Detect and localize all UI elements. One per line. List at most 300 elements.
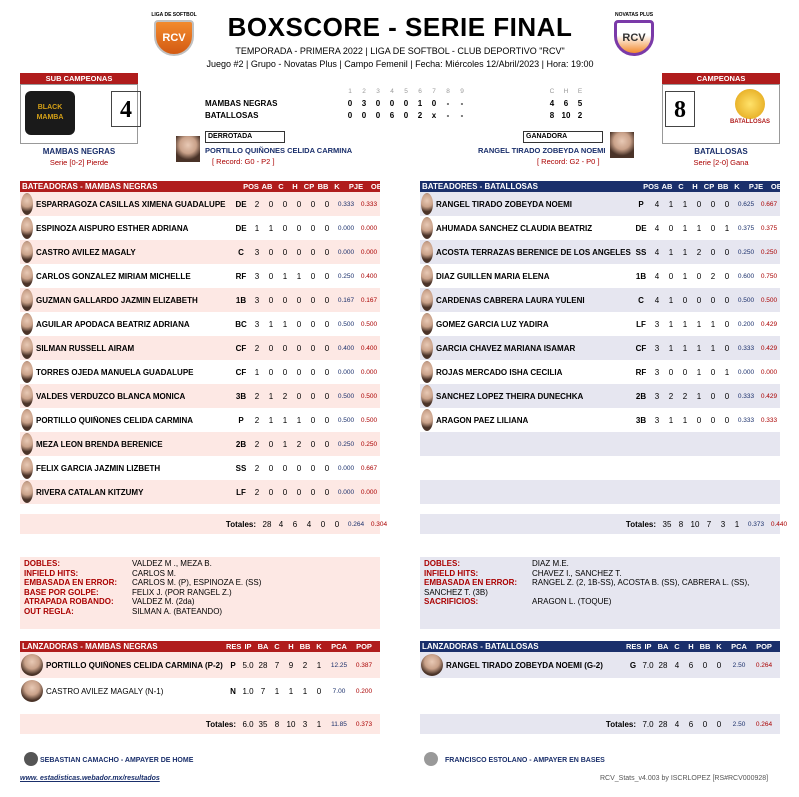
pcol-k: K [716,642,722,651]
table-row [420,312,780,336]
player-photo [21,193,33,215]
col-obp: OBP [770,182,788,191]
stat-obp: 0.167 [360,296,378,304]
table-row [20,432,380,456]
player-photo [21,241,33,263]
stat-bb: 0 [310,463,316,473]
home-pitcher-photo [610,132,634,158]
stat-pos: P [638,199,644,209]
stat-cp: 1 [296,271,302,281]
total-ab: 35 [662,519,672,529]
player-photo [21,337,33,359]
away-inning-2: 3 [361,99,367,108]
pitching-row [20,678,380,704]
stat-pje: 0.625 [737,200,755,208]
stat-obp: 0.375 [760,224,778,232]
league-logo-left-label: LIGA DE SOFTBOL [151,12,197,18]
stat-obp: 0.000 [360,248,378,256]
pitching-totals [20,714,380,734]
stat-c: 0 [268,463,274,473]
home-inning-8: - [446,111,450,120]
stat-ab: 3 [254,271,260,281]
pstat-pca: 12.25 [330,661,348,669]
total-k: 1 [734,519,740,529]
inning-head-3: 3 [376,88,380,95]
pstat-bb: 1 [302,686,308,696]
col-k: K [734,182,740,191]
pstat-pop: 0.387 [355,661,373,669]
stat-k: 0 [724,391,730,401]
note-line [424,597,776,607]
stat-k: 0 [724,247,730,257]
away-label: SUB CAMPEONAS [20,73,138,84]
ptotal-ba: 35 [258,719,268,729]
stat-obp: 0.000 [360,488,378,496]
pstat-ip: 5.0 [242,660,254,670]
stat-obp: 0.429 [760,392,778,400]
note-key: EMBASADA EN ERROR: [24,578,118,587]
away-inning-8: - [446,99,450,108]
away-serie: Serie [0-2] Pierde [49,158,109,167]
stat-c: 0 [268,487,274,497]
stat-h: 0 [282,463,288,473]
stat-pje: 0.000 [337,248,355,256]
away-inning-5: 0 [403,99,409,108]
stat-k: 0 [324,367,330,377]
ptotal-pop: 0.373 [355,720,373,728]
stat-pos: DE [235,199,247,209]
stat-cp: 1 [696,367,702,377]
stat-h: 0 [282,247,288,257]
pitcher-name: PORTILLO QUIÑONES CELIDA CARMINA (P-2) [46,660,223,670]
player-photo [21,481,33,503]
player-name: GARCIA CHAVEZ MARIANA ISAMAR [436,343,576,353]
ptotal-k: 0 [716,719,722,729]
pstat-ip: 1.0 [242,686,254,696]
note-key: SACRIFICIOS: [424,597,479,606]
note-key: ATRAPADA ROBANDO: [24,597,114,606]
player-photo [21,433,33,455]
stat-obp: 0.667 [360,464,378,472]
player-name: RIVERA CATALAN KITZUMY [36,487,144,497]
stat-h: 1 [282,439,288,449]
ptotal-h: 10 [286,719,296,729]
stat-obp: 0.333 [760,416,778,424]
inning-head-9: 9 [460,88,464,95]
stat-pje: 0.250 [337,272,355,280]
stat-cp: 1 [696,319,702,329]
stat-obp: 0.500 [360,320,378,328]
stat-ab: 1 [254,223,260,233]
ptotal-bb: 3 [302,719,308,729]
stat-h: 0 [682,367,688,377]
player-photo [21,409,33,431]
pstat-res: N [230,686,236,696]
stat-bb: 0 [310,391,316,401]
totals-label: Totales: [225,519,256,529]
col-ab: AB [261,182,273,191]
stat-h: 0 [282,295,288,305]
stat-k: 0 [324,415,330,425]
stat-pos: 2B [235,439,247,449]
col-bb: BB [317,182,329,191]
stat-ab: 3 [254,247,260,257]
home-result-box: GANADORA [523,131,603,143]
stat-obp: 0.500 [360,416,378,424]
stat-pje: 0.000 [337,368,355,376]
ptotal-ip: 7.0 [642,719,654,729]
player-name: CASTRO AVILEZ MAGALY [36,247,136,257]
stat-cp: 0 [296,343,302,353]
ptotals-label: Totales: [605,719,636,729]
stat-c: 0 [268,271,274,281]
table-row [20,288,380,312]
total-k: 0 [334,519,340,529]
player-name: VALDES VERDUZCO BLANCA MONICA [36,391,186,401]
stat-c: 0 [268,367,274,377]
pstat-bb: 0 [702,660,708,670]
pitcher-name: RANGEL TIRADO ZOBEYDA NOEMI (G-2) [446,660,603,670]
note-value: CARLOS M. [132,568,177,578]
note-value: VALDEZ M. (2da) [132,597,195,606]
stat-h: 0 [682,295,688,305]
home-inning-6: 2 [417,111,423,120]
stat-ab: 2 [254,391,260,401]
stat-pje: 0.333 [737,392,755,400]
player-name: AGUILAR APODACA BEATRIZ ADRIANA [36,319,190,329]
stat-ab: 3 [654,367,660,377]
stat-cp: 0 [296,487,302,497]
stat-h: 1 [682,415,688,425]
stat-pje: 0.400 [337,344,355,352]
stat-c: 0 [268,295,274,305]
pstat-ba: 28 [658,660,668,670]
table-row [20,192,380,216]
away-inning-7: 0 [431,99,437,108]
home-rhe-2: 10 [561,111,571,120]
note-value: DIAZ M.E. [532,559,569,568]
player-name: ESPARRAGOZA CASILLAS XIMENA GUADALUPE [36,199,226,209]
stat-pos: SS [235,463,247,473]
stat-bb: 1 [710,319,716,329]
linescore-home-innings [343,111,469,120]
home-rhe-3: 2 [577,111,583,120]
table-row [420,336,780,360]
home-label: CAMPEONAS [662,73,780,84]
stat-c: 0 [268,439,274,449]
away-inning-1: 0 [347,99,353,108]
stat-cp: 0 [296,223,302,233]
pstat-k: 0 [716,660,722,670]
table-row [420,480,780,504]
stat-pje: 0.375 [737,224,755,232]
table-header [420,181,788,192]
total-obp: 0.440 [770,520,788,528]
stat-ab: 3 [654,391,660,401]
table-row [20,360,380,384]
pcol-ba: BA [657,642,669,651]
stat-k: 0 [324,487,330,497]
stat-bb: 0 [710,223,716,233]
pitching-totals [420,714,780,734]
stat-ab: 4 [654,223,660,233]
note-line [24,588,376,598]
stat-c: 1 [668,199,674,209]
stat-cp: 0 [296,391,302,401]
player-name: ARAGON PAEZ LILIANA [436,415,529,425]
table-row [20,336,380,360]
stat-c: 0 [668,223,674,233]
stat-bb: 2 [710,271,716,281]
total-obp: 0.304 [370,520,388,528]
pstat-res: G [629,660,637,670]
player-name: GUZMAN GALLARDO JAZMIN ELIZABETH [36,295,198,305]
stat-h: 1 [682,223,688,233]
stat-k: 0 [324,439,330,449]
stat-ab: 2 [254,343,260,353]
player-photo [21,457,33,479]
linescore-rhe-head [545,88,587,95]
ptotal-k: 1 [316,719,322,729]
stat-h: 1 [282,415,288,425]
table-row [420,192,780,216]
rhe-head-1: C [549,88,555,95]
stat-h: 0 [282,223,288,233]
stat-pje: 0.500 [337,320,355,328]
stat-cp: 0 [296,319,302,329]
table-row [420,216,780,240]
table-row [20,312,380,336]
stat-ab: 2 [254,463,260,473]
pstat-c: 1 [274,686,280,696]
pstat-bb: 2 [302,660,308,670]
stat-cp: 0 [296,367,302,377]
stat-bb: 0 [310,247,316,257]
stat-k: 0 [324,319,330,329]
stat-cp: 1 [696,343,702,353]
totals-row [420,514,788,534]
away-result-box: DERROTADA [205,131,285,143]
stat-pos: CF [635,343,647,353]
stat-h: 0 [282,199,288,209]
away-pitching-table [20,641,380,729]
away-rhe-3: 5 [577,99,583,108]
col-ab: AB [661,182,673,191]
linescore-away-name: MAMBAS NEGRAS [205,99,278,108]
pitcher-name: CASTRO AVILEZ MAGALY (N-1) [46,686,164,696]
away-inning-4: 0 [389,99,395,108]
linescore-innings-head [343,88,469,95]
inning-head-6: 6 [418,88,422,95]
stat-k: 1 [724,223,730,233]
stat-h: 0 [282,367,288,377]
stat-obp: 0.500 [760,296,778,304]
stat-pje: 0.600 [737,272,755,280]
away-batting-table [20,181,388,529]
table-row [420,456,780,480]
player-photo [421,385,433,407]
stat-pos: LF [236,487,246,497]
home-notes [420,557,780,629]
home-serie: Serie [2-0] Gana [693,158,749,167]
stat-pos: DE [235,223,247,233]
stat-h: 1 [682,271,688,281]
player-photo [421,313,433,335]
pstat-pca: 2.50 [732,661,746,669]
player-name: FELIX GARCIA JAZMIN LIZBETH [36,463,161,473]
home-inning-5: 0 [403,111,409,120]
stat-bb: 1 [710,343,716,353]
player-name: ESPINOZA AISPURO ESTHER ADRIANA [36,223,189,233]
player-name: PORTILLO QUIÑONES CELIDA CARMINA [36,415,194,425]
home-inning-1: 0 [347,111,353,120]
stat-pje: 0.167 [337,296,355,304]
stat-h: 2 [282,391,288,401]
home-inning-7: x [431,111,437,120]
stat-bb: 0 [310,223,316,233]
stat-bb: 0 [710,247,716,257]
stat-obp: 0.667 [760,200,778,208]
umpire-home: SEBASTIAN CAMACHO - AMPAYER DE HOME [40,757,194,764]
player-name: CARDENAS CABRERA LAURA YULENI [436,295,585,305]
stat-bb: 0 [710,199,716,209]
version-text: RCV_Stats_v4.003 by ISCRLOPEZ [RS#RCV000928] [600,775,769,782]
stat-cp: 1 [696,391,702,401]
stat-h: 1 [682,343,688,353]
stat-bb: 0 [310,271,316,281]
ptotal-c: 4 [674,719,680,729]
linescore-home-rhe [545,111,587,120]
pstat-res: P [230,660,236,670]
col-k: K [334,182,340,191]
col-bb: BB [717,182,729,191]
note-value: VALDEZ M ., MEZA B. [132,559,212,568]
player-name: SILMAN RUSSELL AIRAM [36,343,135,353]
stat-cp: 0 [696,199,702,209]
note-key: INFIELD HITS: [424,568,479,578]
col-cp: CP [703,182,715,191]
player-photo [421,193,433,215]
away-pitcher-name: PORTILLO QUIÑONES CELIDA CARMINA [205,146,353,155]
stat-pos: CF [235,367,247,377]
stat-ab: 3 [654,319,660,329]
player-name: MEZA LEON BRENDA BERENICE [36,439,163,449]
table-row [20,216,380,240]
player-name: TORRES OJEDA MANUELA GUADALUPE [36,367,194,377]
note-line [424,578,776,597]
note-key: INFIELD HITS: [24,568,79,578]
stat-cp: 0 [696,271,702,281]
note-line [24,578,376,588]
note-line [24,607,376,617]
stat-pos: 3B [635,415,647,425]
stat-c: 0 [268,199,274,209]
stat-k: 0 [724,271,730,281]
pstat-k: 1 [316,660,322,670]
pstat-ba: 28 [258,660,268,670]
stat-bb: 0 [710,391,716,401]
pitcher-photo [21,680,43,702]
stat-pje: 0.500 [337,416,355,424]
stat-obp: 0.400 [360,272,378,280]
player-photo [21,313,33,335]
home-pitcher-name: RANGEL TIRADO ZOBEYDA NOEMI [478,146,606,155]
total-pje: 0.264 [347,520,365,528]
note-line [24,569,376,579]
stat-k: 0 [324,271,330,281]
note-line [424,559,776,569]
pitching-row [420,652,780,678]
stat-pos: BC [235,319,247,329]
stat-c: 1 [268,319,274,329]
stat-h: 0 [282,343,288,353]
note-value: SILMAN A. (BATEANDO) [132,606,223,616]
stat-pje: 0.333 [737,416,755,424]
total-bb: 3 [720,519,726,529]
stat-bb: 0 [310,487,316,497]
player-name: ACOSTA TERRAZAS BERENICE DE LOS ANGELES [436,247,631,257]
player-photo [421,289,433,311]
player-name: SANCHEZ LOPEZ THEIRA DUNECHKA [436,391,584,401]
col-h: H [692,182,698,191]
stat-pje: 0.000 [737,368,755,376]
pstat-pca: 7.00 [332,687,346,695]
rhe-head-3: E [577,88,583,95]
pcol-c: C [274,642,280,651]
inning-head-8: 8 [446,88,450,95]
home-inning-2: 0 [361,111,367,120]
pstat-pop: 0.200 [355,687,373,695]
stat-pos: 3B [235,391,247,401]
umpire-home-icon [24,752,38,766]
col-c: C [678,182,684,191]
pcol-bb: BB [299,642,311,651]
inning-head-2: 2 [362,88,366,95]
away-inning-9: - [460,99,464,108]
pstat-k: 0 [316,686,322,696]
pcol-res: RES [626,642,642,651]
stat-ab: 2 [254,487,260,497]
note-value: ARAGON L. (TOQUE) [532,597,612,606]
stat-obp: 0.500 [360,392,378,400]
away-pitcher-record: [ Record: G0 - P2 ] [212,157,275,166]
stat-ab: 4 [654,247,660,257]
inning-head-7: 7 [432,88,436,95]
game-info-line: Juego #2 | Grupo - Novatas Plus | Campo Femenil | Fecha: Miércoles 12/Abril/2023 | Hora: 19:00 [206,59,594,69]
stat-cp: 0 [296,247,302,257]
stat-h: 2 [682,391,688,401]
stat-c: 0 [268,247,274,257]
stat-pje: 0.000 [337,224,355,232]
stat-k: 0 [724,319,730,329]
note-line [24,597,376,607]
stat-bb: 0 [310,367,316,377]
table-header [20,181,388,192]
stat-bb: 0 [310,439,316,449]
stats-url-link[interactable]: www. estadisticas.webador.mx/resultados [20,775,160,782]
table-row [20,240,380,264]
stat-bb: 0 [310,295,316,305]
table-row [420,408,780,432]
stat-k: 0 [724,199,730,209]
total-h: 6 [292,519,298,529]
stat-c: 1 [668,247,674,257]
stat-pje: 0.500 [337,392,355,400]
home-pitcher-record: [ Record: G2 - P0 ] [537,157,600,166]
pstat-pop: 0.264 [755,661,773,669]
ptotal-bb: 0 [702,719,708,729]
rhe-head-2: H [563,88,569,95]
